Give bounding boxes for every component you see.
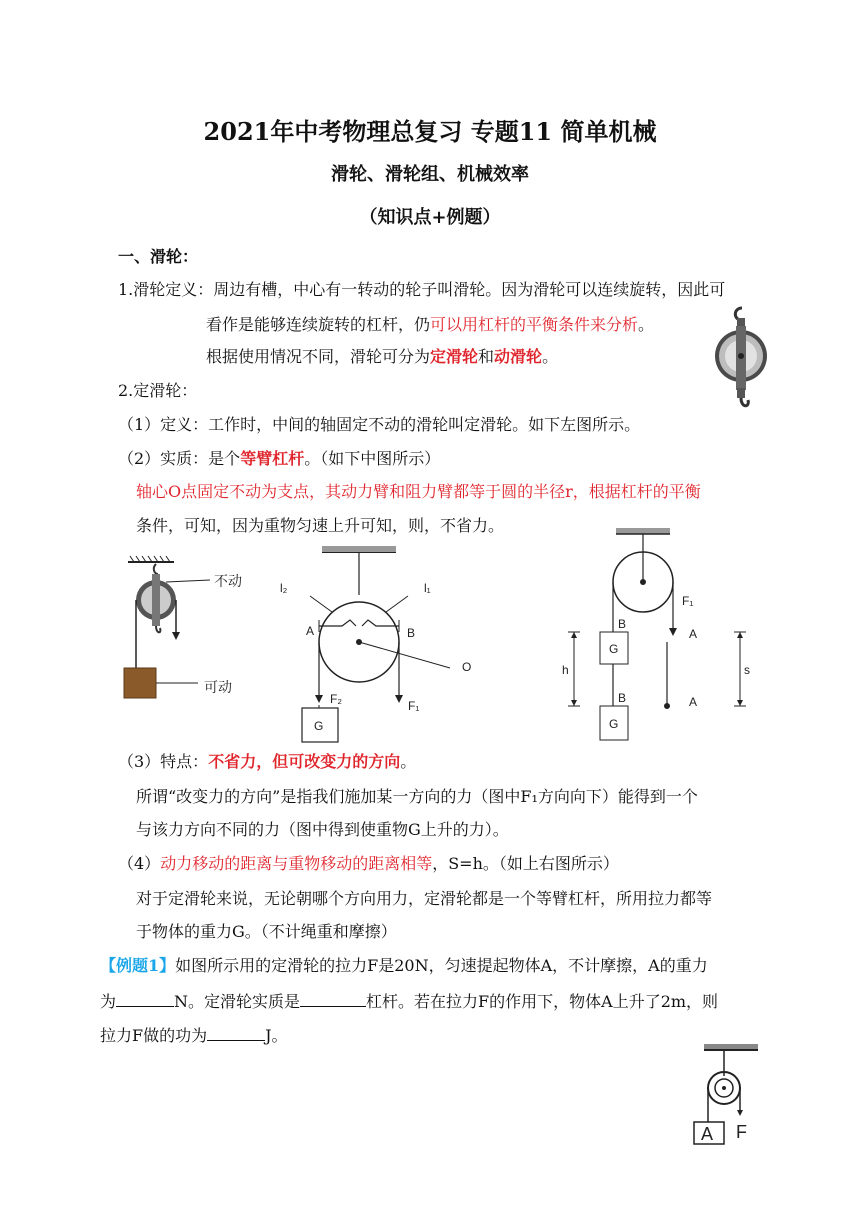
o-label: O xyxy=(462,660,472,674)
paragraph-9: 与该力方向不同的力（图中得到使重物G上升的力）。 xyxy=(136,820,509,839)
answer-blank[interactable] xyxy=(207,1024,265,1041)
force-f-label: F xyxy=(736,1122,747,1142)
paragraph-2: 2.定滑轮： xyxy=(118,381,198,400)
paragraph-7 xyxy=(118,752,416,772)
highlight-text: 动力移动的距离与重物移动的距离相等 xyxy=(160,854,433,873)
paragraph-8: 所谓“改变力的方向”是指我们施加某一方向的力（图中F₁方向向下）能得到一个 xyxy=(136,787,698,806)
f1-label: F₁ xyxy=(682,594,694,608)
text: 。 xyxy=(400,752,417,771)
pulley-icon xyxy=(706,304,776,414)
paragraph-1a: 1.滑轮定义：周边有槽，中心有一转动的轮子叫滑轮。因为滑轮可以连续旋转，因此可 xyxy=(118,280,726,299)
highlight-text: 定滑轮 xyxy=(430,347,479,366)
paragraph-11: 对于定滑轮来说，无论朝哪个方向用力，定滑轮都是一个等臂杠杆，所用拉力都等 xyxy=(136,889,713,908)
b-bottom-label: B xyxy=(618,691,627,705)
highlight-text: 可以用杠杆的平衡条件来分析 xyxy=(430,315,639,334)
text: 为 xyxy=(100,992,117,1011)
g-bottom-label: G xyxy=(609,717,619,731)
paragraph-3: （1）定义：工作时，中间的轴固定不动的滑轮叫定滑轮。如下左图所示。 xyxy=(118,415,641,434)
example-tag: 【例题1】 xyxy=(100,956,176,975)
text: 如图所示用的定滑轮的拉力F是20N，匀速提起物体A，不计摩擦，A的重力 xyxy=(175,956,708,975)
text: 和 xyxy=(478,347,495,366)
l1-label: l₁ xyxy=(424,581,431,595)
text: J。 xyxy=(265,1026,288,1045)
a-top-label: A xyxy=(689,627,698,641)
text: 看作是能够连续旋转的杠杆，仍 xyxy=(206,315,431,334)
paragraph-1b xyxy=(206,315,654,335)
f1-label: F₁ xyxy=(408,699,420,713)
text: 根据使用情况不同，滑轮可分为 xyxy=(206,347,431,366)
g-top-label: G xyxy=(609,642,619,656)
l2-label: l₂ xyxy=(280,581,288,595)
a-bottom-label: A xyxy=(689,695,698,709)
paragraph-12: 于物体的重力G。（不计绳重和摩擦） xyxy=(136,922,397,941)
lever-analysis-figure xyxy=(270,540,490,750)
answer-blank[interactable] xyxy=(116,990,174,1007)
paragraph-5: 轴心O点固定不动为支点，其动力臂和阻力臂都等于圆的半径r，根据杠杆的平衡 xyxy=(136,482,701,501)
text: 杠杆。若在拉力F的作用下，物体A上升了2m，则 xyxy=(366,992,719,1011)
answer-blank[interactable] xyxy=(300,990,366,1007)
s-label: s xyxy=(744,663,750,677)
text: 。（如下中图所示） xyxy=(304,449,441,468)
text: 。 xyxy=(638,315,655,334)
text: ，S=h。（如上右图所示） xyxy=(432,854,619,873)
text: （3）特点： xyxy=(118,752,209,771)
movable-label: 可动 xyxy=(204,679,232,695)
text: 拉力F做的功为 xyxy=(100,1026,208,1045)
distance-figure xyxy=(556,524,766,749)
page-subtitle-2: （知识点+例题） xyxy=(359,207,501,228)
page-title: 2021年中考物理总复习 专题11 简单机械 xyxy=(203,117,657,146)
f2-label: F₂ xyxy=(330,692,342,706)
text: （2）实质：是个 xyxy=(118,449,241,468)
page-subtitle: 滑轮、滑轮组、机械效率 xyxy=(331,164,529,185)
section-heading: 一、滑轮： xyxy=(118,247,199,266)
h-label: h xyxy=(562,663,569,677)
highlight-text: 动滑轮 xyxy=(494,347,543,366)
example-pulley-figure xyxy=(690,1040,780,1148)
highlight-text: 不省力，但可改变力的方向 xyxy=(208,752,401,771)
paragraph-4 xyxy=(118,449,440,469)
example-1-line-3 xyxy=(100,1024,288,1046)
text: （4） xyxy=(118,854,161,873)
example-1-line-1 xyxy=(100,956,708,976)
b-top-label: B xyxy=(618,617,627,631)
highlight-text: 等臂杠杆 xyxy=(240,449,305,468)
fixed-pulley-figure xyxy=(110,552,260,712)
paragraph-1c xyxy=(206,347,558,367)
g-label: G xyxy=(314,719,324,733)
a-label: A xyxy=(306,624,315,638)
fixed-label: 不动 xyxy=(214,573,242,589)
b-label: B xyxy=(407,626,416,640)
block-a-label: A xyxy=(701,1124,714,1144)
example-1-line-2 xyxy=(100,990,718,1012)
paragraph-10 xyxy=(118,854,619,874)
text: N。定滑轮实质是 xyxy=(174,992,301,1011)
paragraph-6: 条件，可知，因为重物匀速上升可知，则，不省力。 xyxy=(136,516,505,535)
text: 。 xyxy=(542,347,559,366)
